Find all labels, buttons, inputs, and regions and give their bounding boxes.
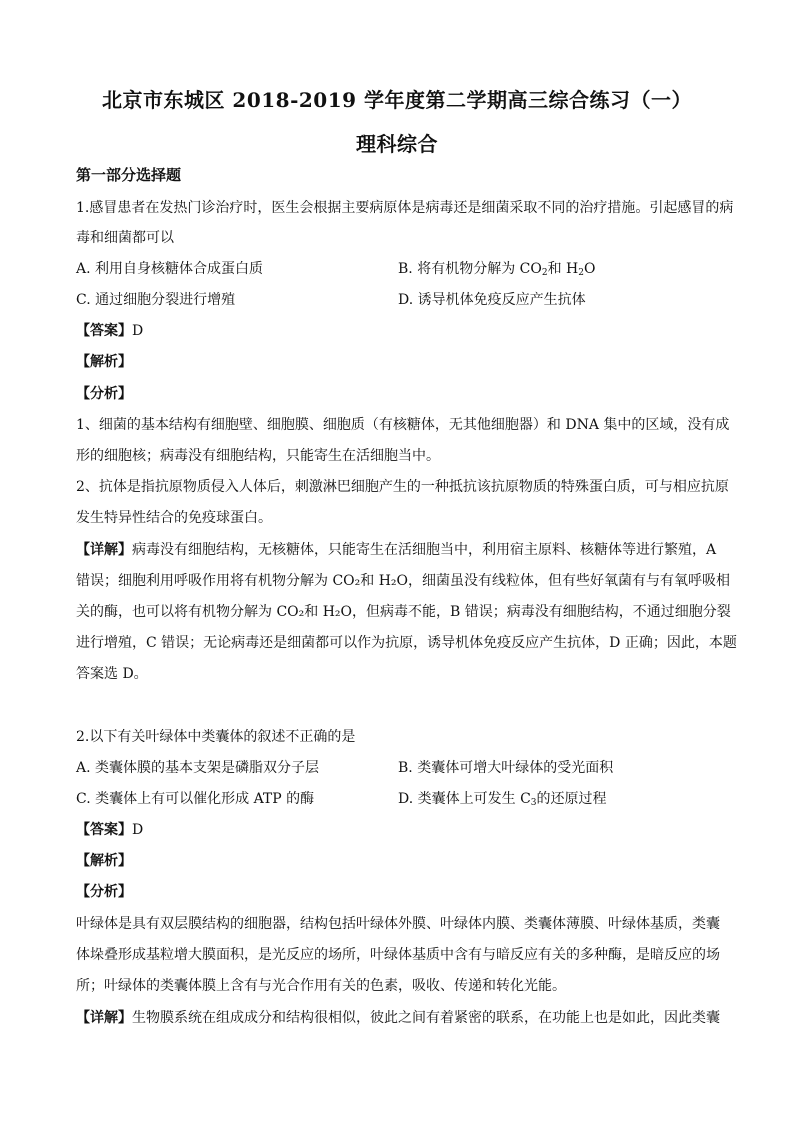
q2-answer — [76, 820, 143, 840]
q1-option-d: D. 诱导机体免疫反应产生抗体 — [398, 292, 586, 308]
q1-stem-line2: 毒和细菌都可以 — [76, 230, 174, 246]
document-subtitle: 理科综合 — [356, 132, 438, 156]
q2-detail-label: 【详解】 — [76, 1010, 132, 1026]
q2-fenxi-line3: 所；叶绿体的类囊体膜上含有与光合作用有关的色素，吸收、传递和转化光能。 — [76, 978, 566, 994]
q1-option-b-mid: 和 H — [547, 261, 579, 277]
q2-option-b: B. 类囊体可增大叶绿体的受光面积 — [398, 760, 614, 776]
document-title: 北京市东城区 2018-2019 学年度第二学期高三综合练习（一） — [101, 88, 693, 112]
q1-analysis-label: 【解析】 — [76, 354, 132, 370]
q1-detail-line3: 关的酶，也可以将有机物分解为 CO₂和 H₂O，但病毒不能，B 错误；病毒没有细胞结构，不通过细胞分裂 — [76, 604, 731, 620]
section-heading: 第一部分选择题 — [76, 166, 182, 184]
q1-answer-value: D — [132, 323, 144, 339]
q2-detail-text1: 生物膜系统在组成成分和结构很相似，彼此之间有着紧密的联系，在功能上也是如此，因此类囊 — [132, 1010, 720, 1026]
q1-fenxi1-line2: 形的细胞核；病毒没有细胞结构，只能寄生在活细胞当中。 — [76, 448, 440, 464]
q2-option-d-post: 的还原过程 — [536, 791, 607, 807]
q1-detail-line4: 进行增殖，C 错误；无论病毒还是细菌都可以作为抗原，诱导机体免疫反应产生抗体，D 正确；因此，本题 — [76, 635, 737, 651]
q2-option-c: C. 类囊体上有可以催化形成 ATP 的酶 — [76, 791, 315, 807]
q2-option-d-pre: D. 类囊体上可发生 C — [398, 791, 531, 807]
q1-detail-text1: 病毒没有细胞结构，无核糖体，只能寄生在活细胞当中，利用宿主原料、核糖体等进行繁殖，A — [132, 542, 717, 558]
q1-detail-line5: 答案选 D。 — [76, 666, 148, 682]
q2-analysis-label: 【解析】 — [76, 853, 132, 869]
q2-option-a: A. 类囊体膜的基本支架是磷脂双分子层 — [76, 760, 320, 776]
q2-detail-line1 — [76, 1008, 726, 1028]
q1-option-b — [398, 259, 595, 283]
q1-option-c: C. 通过细胞分裂进行增殖 — [76, 292, 236, 308]
q1-fenxi2-line2: 发生特异性结合的免疫球蛋白。 — [76, 510, 272, 526]
q2-stem: 2.以下有关叶绿体中类囊体的叙述不正确的是 — [76, 729, 356, 745]
q1-option-b-sub: 2 — [541, 268, 548, 278]
q2-fenxi-line2: 体垛叠形成基粒增大膜面积，是光反应的场所，叶绿体基质中含有与暗反应有关的多种酶，是暗反应的场 — [76, 947, 720, 963]
q1-fenxi2-line1: 2、抗体是指抗原物质侵入人体后，刺激淋巴细胞产生的一种抵抗该抗原物质的特殊蛋白质，可与相应抗原 — [76, 479, 729, 495]
q1-detail-label: 【详解】 — [76, 542, 132, 558]
q2-option-d — [398, 789, 607, 813]
q2-fenxi-label: 【分析】 — [76, 884, 132, 900]
q2-answer-label: 【答案】 — [76, 822, 132, 838]
q1-answer — [76, 321, 143, 341]
q2-answer-value: D — [132, 822, 144, 838]
q1-answer-label: 【答案】 — [76, 323, 132, 339]
q1-stem-line1: 1.感冒患者在发热门诊治疗时，医生会根据主要病原体是病毒还是细菌采取不同的治疗措施。引起感冒的病 — [76, 200, 734, 216]
q1-option-b-post: O — [583, 261, 596, 277]
q1-option-b-sub2: 2 — [578, 268, 584, 278]
q2-option-d-sub: 3 — [530, 798, 537, 808]
q1-option-a: A. 利用自身核糖体合成蛋白质 — [76, 261, 264, 277]
q1-option-b-pre: B. 将有机物分解为 CO — [398, 261, 542, 277]
q1-fenxi-label: 【分析】 — [76, 386, 132, 402]
q1-detail-line2: 错误；细胞利用呼吸作用将有机物分解为 CO₂和 H₂O，细菌虽没有线粒体，但有些好氧菌有与有氧呼吸相 — [76, 573, 730, 589]
q1-detail-line1 — [76, 540, 726, 560]
q2-fenxi-line1: 叶绿体是具有双层膜结构的细胞器，结构包括叶绿体外膜、叶绿体内膜、类囊体薄膜、叶绿体基质，类囊 — [76, 916, 720, 932]
q1-fenxi1-line1: 1、细菌的基本结构有细胞壁、细胞膜、细胞质（有核糖体，无其他细胞器）和 DNA 集中的区域，没有成 — [76, 417, 730, 433]
